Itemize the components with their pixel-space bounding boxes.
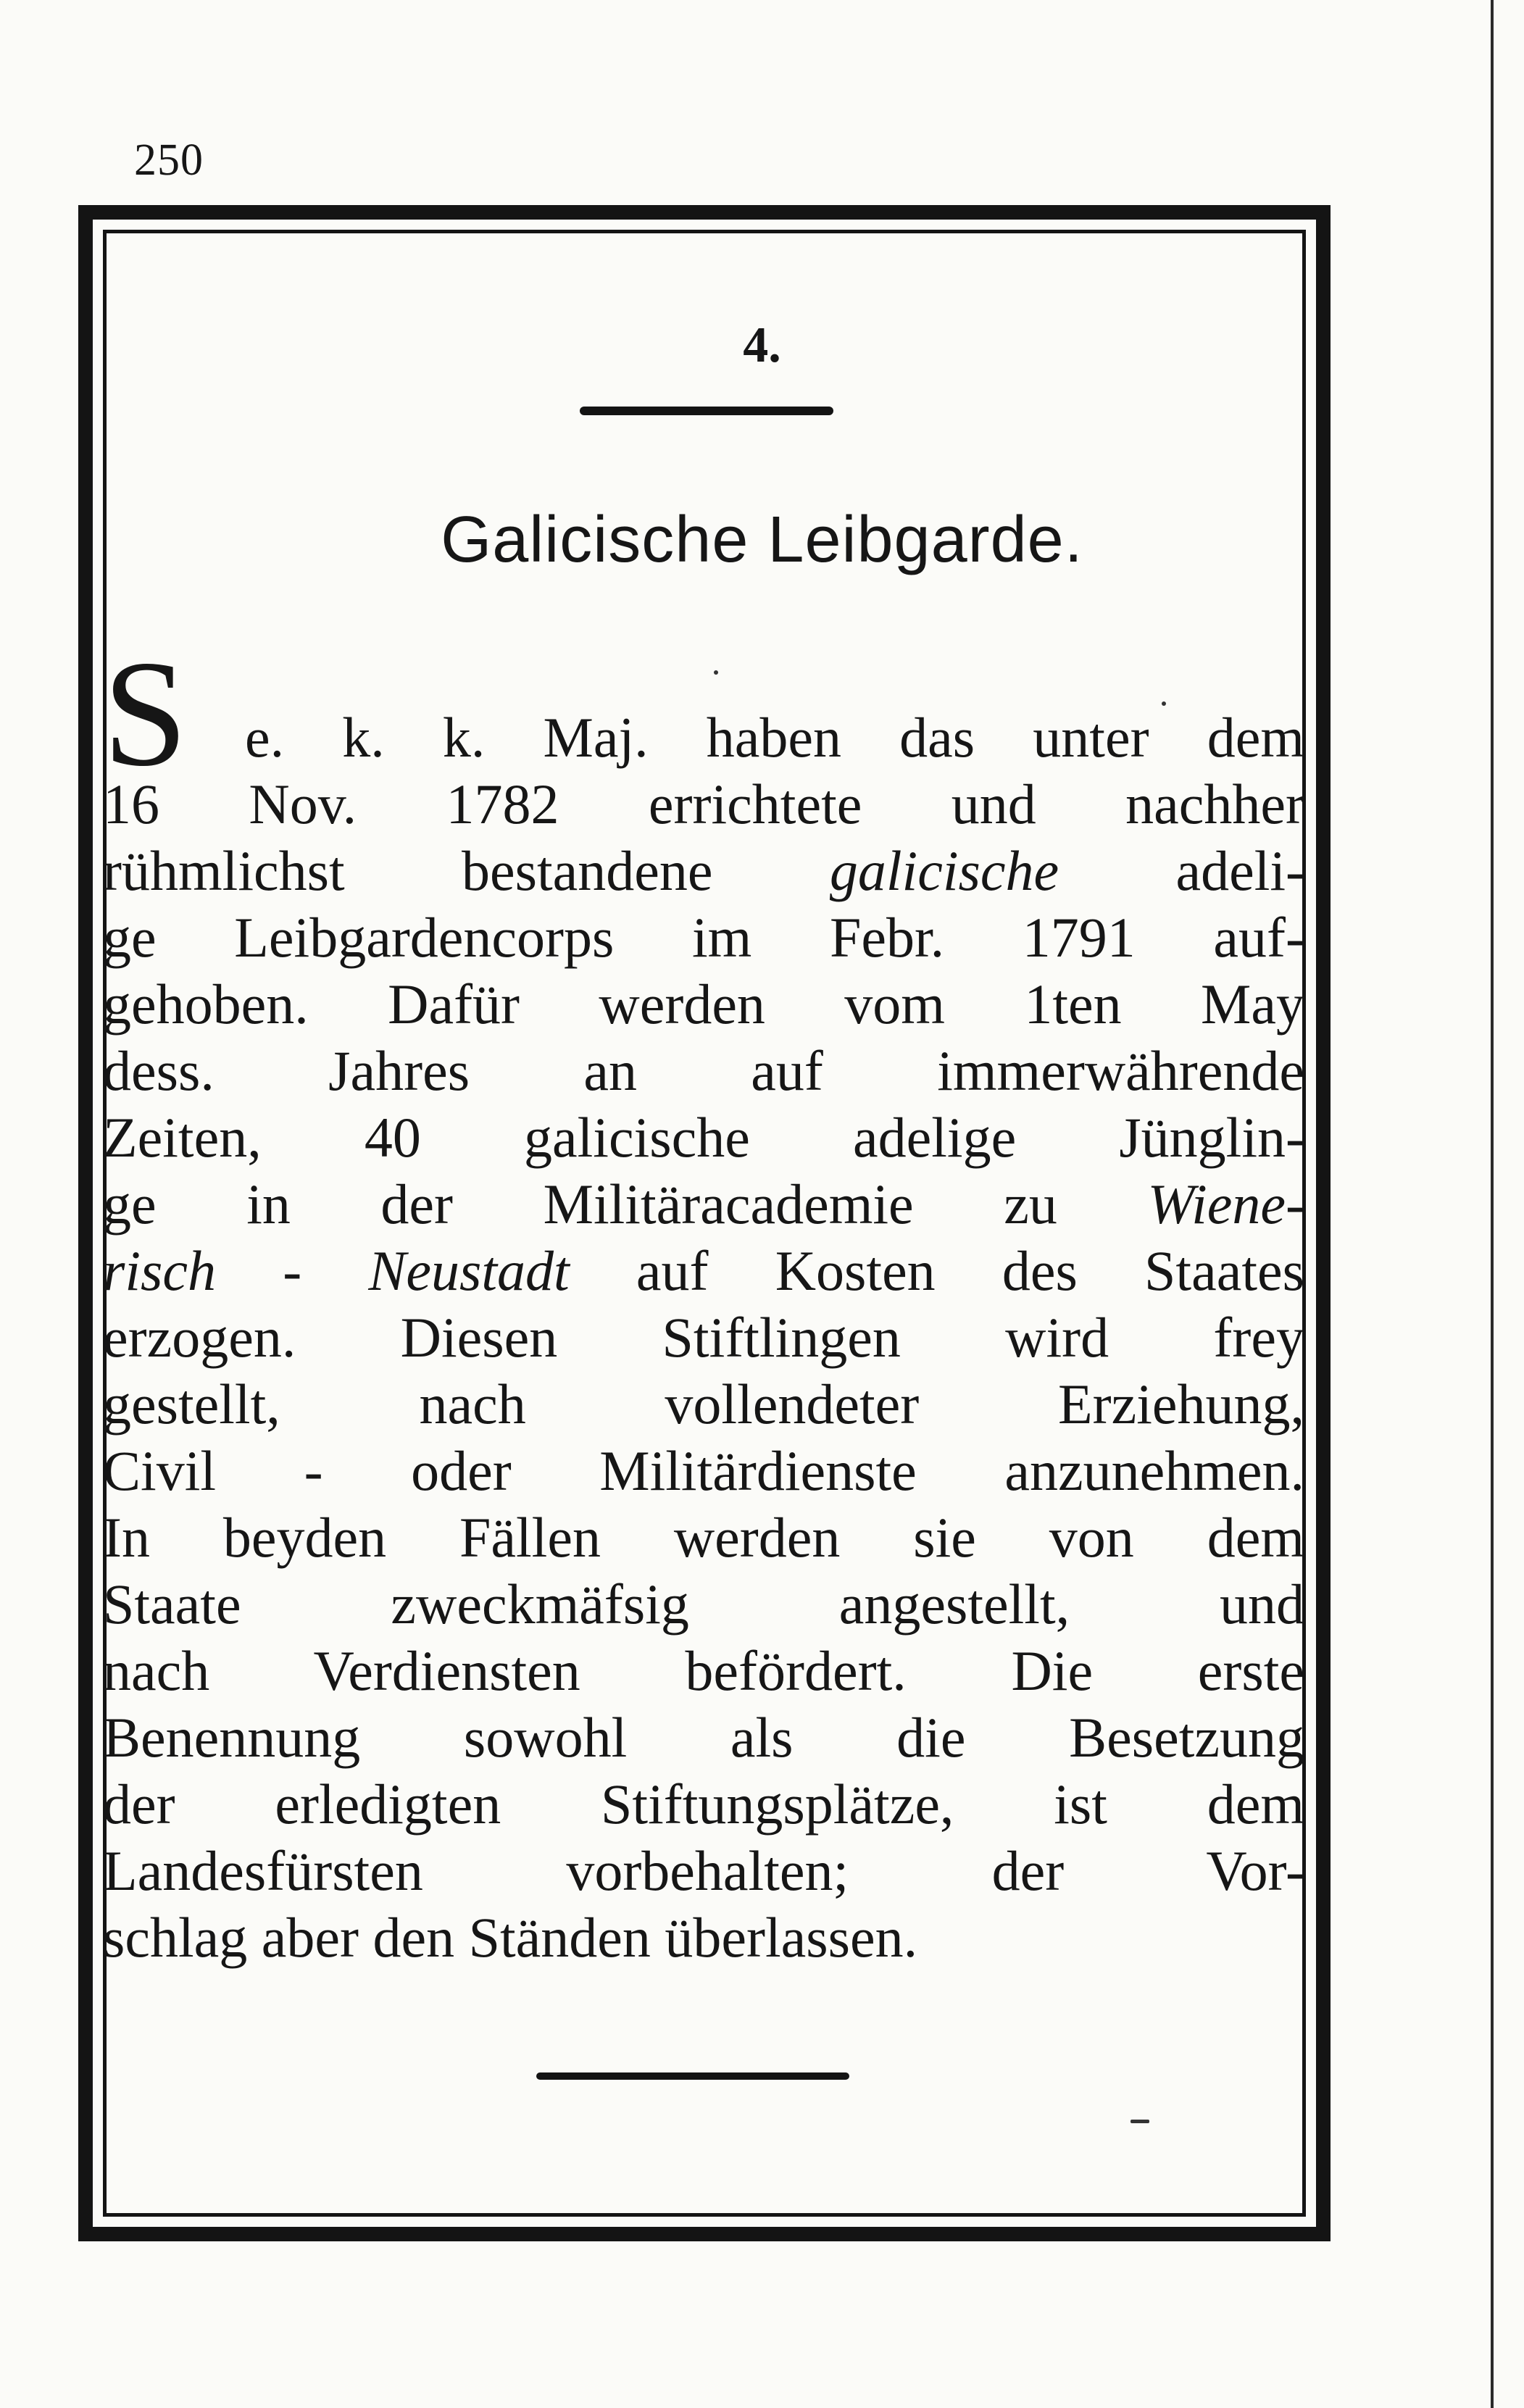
text-run: 16 Nov. 1782 errichtete und nachher bbox=[103, 772, 1304, 836]
text-run: der erledigten Stiftungsplätze, ist dem bbox=[103, 1772, 1304, 1836]
text-run: dess. Jahres an auf immerwährende bbox=[103, 1039, 1304, 1102]
italic-text: Wiene- bbox=[1147, 1172, 1304, 1236]
text-run: nach Verdiensten befördert. Die erste bbox=[103, 1639, 1304, 1702]
text-line bbox=[245, 704, 1304, 771]
section-heading: Galicische Leibgarde. bbox=[441, 504, 1083, 576]
text-run: adeli- bbox=[1059, 839, 1304, 902]
text-run: Civil - oder Militärdienste anzunehmen. bbox=[103, 1439, 1304, 1502]
ink-speck bbox=[714, 670, 718, 675]
text-line bbox=[103, 1771, 1304, 1838]
text-line bbox=[103, 1571, 1304, 1638]
text-run: rühmlichst bestandene bbox=[103, 839, 830, 902]
text-line bbox=[103, 1304, 1304, 1371]
text-line bbox=[103, 1104, 1304, 1171]
text-run: Benennung sowohl als die Besetzung bbox=[103, 1706, 1304, 1769]
page-number: 250 bbox=[134, 136, 204, 185]
top-ornamental-rule bbox=[580, 407, 833, 415]
text-run: gehoben. Dafür werden vom 1ten May bbox=[103, 972, 1304, 1036]
italic-text: galicische bbox=[829, 839, 1059, 902]
ink-speck bbox=[1162, 701, 1166, 706]
text-line bbox=[103, 1838, 1304, 1904]
text-run: erzogen. Diesen Stiftlingen wird frey bbox=[103, 1306, 1304, 1369]
text-run: In beyden Fällen werden sie von dem bbox=[103, 1506, 1304, 1569]
text-run: ge Leibgardencorps im Febr. 1791 auf- bbox=[103, 906, 1304, 969]
text-line bbox=[103, 1438, 1304, 1504]
text-run: Zeiten, 40 galicische adelige Jünglin- bbox=[103, 1106, 1304, 1169]
italic-text: risch - Neustadt bbox=[103, 1239, 570, 1302]
text-line bbox=[103, 1638, 1304, 1704]
text-line bbox=[103, 1371, 1304, 1438]
drop-cap: S bbox=[103, 630, 188, 798]
text-line bbox=[103, 771, 1304, 838]
text-line bbox=[103, 904, 1304, 971]
text-run: e. k. k. Maj. haben das unter dem bbox=[245, 706, 1304, 769]
bottom-ornamental-rule bbox=[536, 2072, 849, 2080]
text-line bbox=[103, 1171, 1304, 1238]
ink-speck bbox=[1130, 2120, 1149, 2123]
text-run: Staate zweckmäfsig angestellt, und bbox=[103, 1572, 1304, 1636]
text-line bbox=[103, 1504, 1304, 1571]
text-line bbox=[103, 838, 1304, 904]
text-run: gestellt, nach vollendeter Erziehung, bbox=[103, 1372, 1304, 1436]
text-line bbox=[103, 1038, 1304, 1104]
text-line bbox=[103, 1904, 1304, 1971]
text-run: ge in der Militäracademie zu bbox=[103, 1172, 1148, 1236]
text-run: auf Kosten des Staates bbox=[569, 1239, 1304, 1302]
text-run: Landesfürsten vorbehalten; der Vor- bbox=[103, 1839, 1304, 1902]
text-run: schlag aber den Ständen überlassen. bbox=[103, 1906, 918, 1969]
section-number: 4. bbox=[743, 317, 781, 373]
text-line bbox=[103, 1238, 1304, 1304]
text-line bbox=[103, 1704, 1304, 1771]
text-line bbox=[103, 971, 1304, 1038]
